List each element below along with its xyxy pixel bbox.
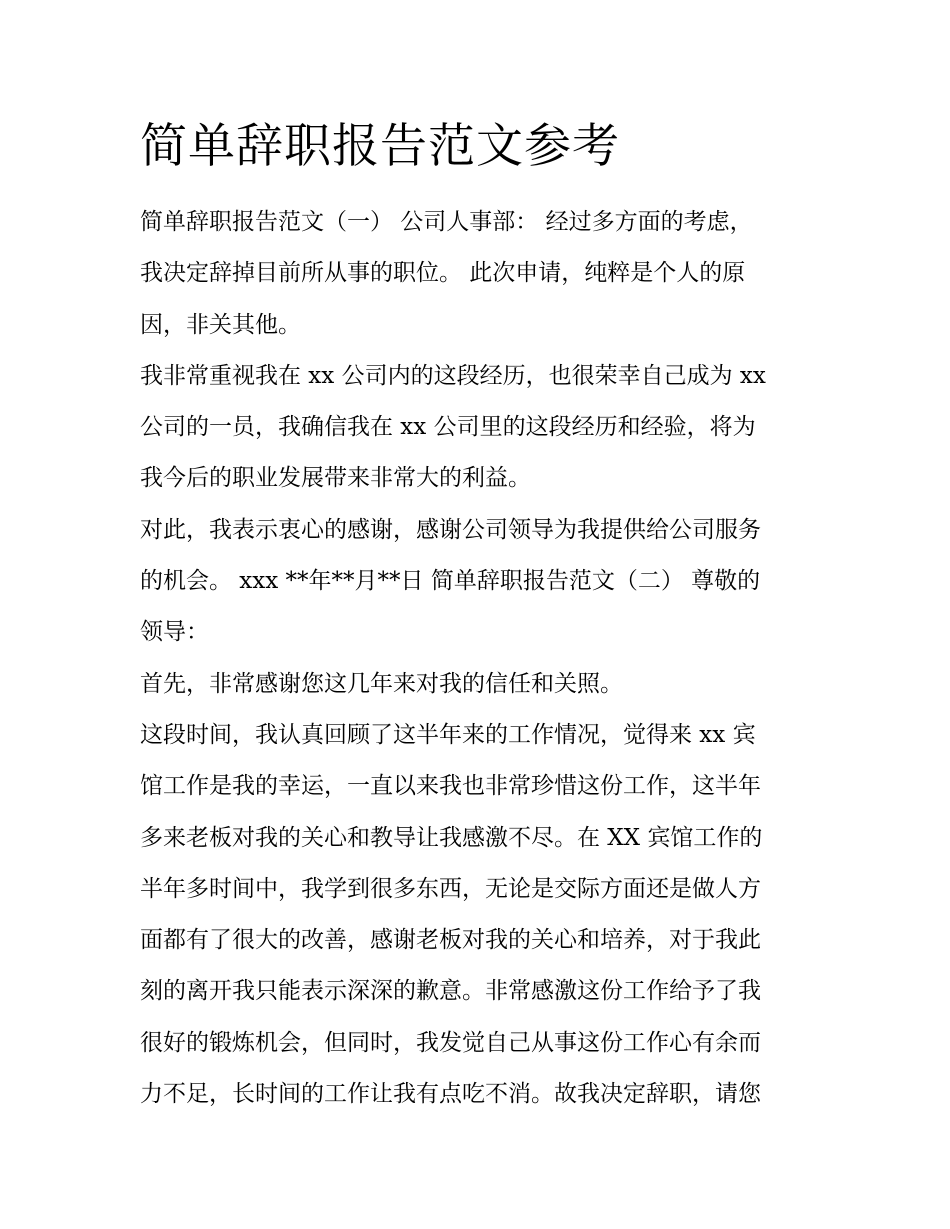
text-line-8: 的机会。 xxx **年**月**日 简单辞职报告范文（二） 尊敬的: [140, 568, 761, 595]
text-line-18: 力不足，长时间的工作让我有点吃不消。故我决定辞职，请您: [140, 1081, 761, 1108]
text-line-2: 我决定辞掉目前所从事的职位。 此次申请，纯粹是个人的原: [140, 260, 746, 287]
text-line-12: 馆工作是我的幸运，一直以来我也非常珍惜这份工作，这半年: [140, 773, 761, 800]
document-title: 简单辞职报告范文参考: [140, 119, 620, 174]
text-line-4: 我非常重视我在 xx 公司内的这段经历，也很荣幸自己成为 xx: [140, 362, 766, 389]
text-line-9: 领导：: [140, 619, 209, 646]
text-line-3: 因，非关其他。: [140, 311, 301, 338]
text-line-15: 面都有了很大的改善，感谢老板对我的关心和培养，对于我此: [140, 927, 761, 954]
text-line-5: 公司的一员，我确信我在 xx 公司里的这段经历和经验，将为: [140, 414, 756, 441]
text-line-10: 首先，非常感谢您这几年来对我的信任和关照。: [140, 670, 623, 697]
text-line-11: 这段时间，我认真回顾了这半年来的工作情况，觉得来 xx 宾: [140, 721, 756, 748]
text-line-16: 刻的离开我只能表示深深的歉意。非常感激这份工作给予了我: [140, 978, 761, 1005]
document-body: [140, 197, 830, 1120]
text-line-14: 半年多时间中，我学到很多东西，无论是交际方面还是做人方: [140, 875, 761, 902]
text-line-7: 对此，我表示衷心的感谢，感谢公司领导为我提供给公司服务: [140, 516, 761, 543]
text-line-1: 简单辞职报告范文（一） 公司人事部： 经过多方面的考虑，: [140, 209, 753, 235]
text-line-6: 我今后的职业发展带来非常大的利益。: [140, 465, 531, 492]
text-line-13: 多来老板对我的关心和教导让我感激不尽。在 XX 宾馆工作的: [140, 824, 763, 851]
text-line-17: 很好的锻炼机会，但同时，我发觉自己从事这份工作心有余而: [140, 1029, 761, 1056]
